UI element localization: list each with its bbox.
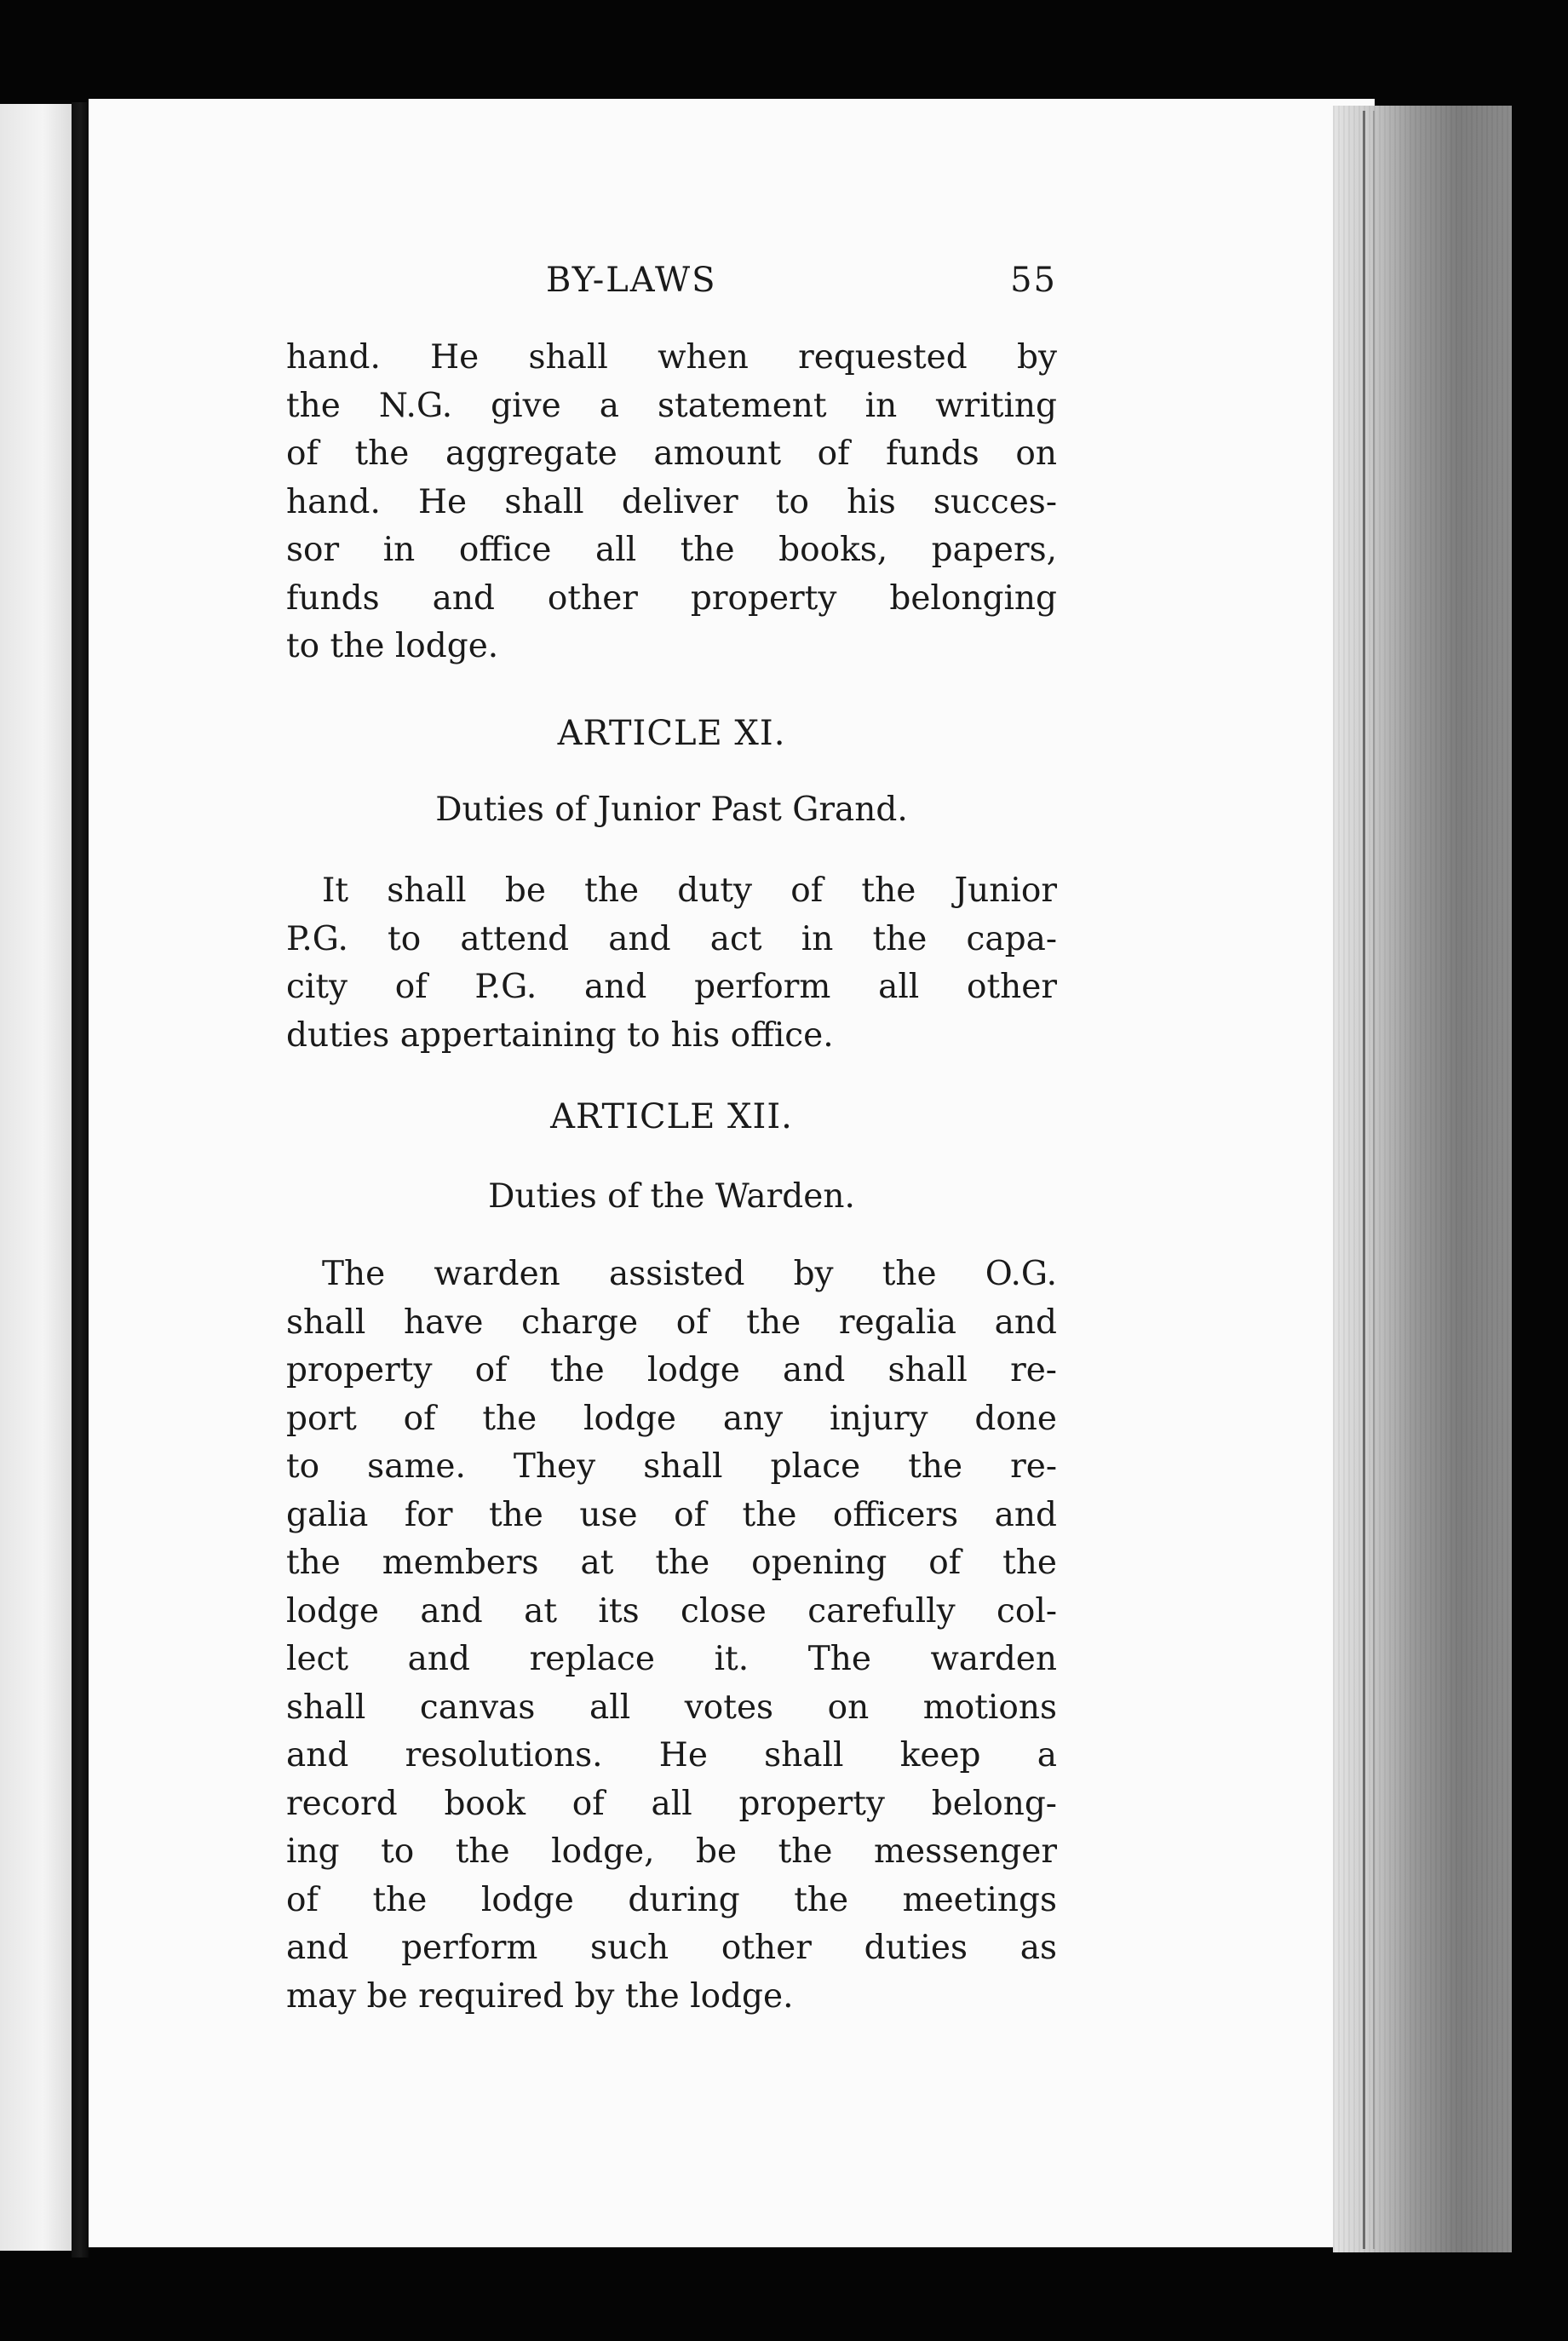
text-line: record book of all property belong- bbox=[286, 1784, 1057, 1823]
text-line: lect and replace it. The warden bbox=[286, 1640, 1057, 1678]
text-line: property of the lodge and shall re- bbox=[286, 1351, 1057, 1389]
article-subheading: Duties of the Warden. bbox=[488, 1177, 855, 1216]
text-line: and perform such other duties as bbox=[286, 1929, 1057, 1967]
text-line: shall canvas all votes on motions bbox=[286, 1688, 1057, 1727]
text-line: the members at the opening of the bbox=[286, 1544, 1057, 1582]
article-heading: ARTICLE XI. bbox=[557, 714, 786, 753]
text-line: of the lodge during the meetings bbox=[286, 1880, 1057, 1919]
page-edge-stack bbox=[1333, 106, 1512, 2252]
article-paragraph bbox=[286, 867, 1057, 1060]
running-head-title: BY-LAWS bbox=[546, 261, 717, 300]
text-line: and resolutions. He shall keep a bbox=[286, 1736, 1057, 1774]
text-line: to the lodge. bbox=[286, 627, 499, 665]
article-heading: ARTICLE XII. bbox=[550, 1097, 793, 1136]
page-edge-line bbox=[1363, 111, 1365, 2249]
text-line: The warden assisted by the O.G. bbox=[322, 1255, 1057, 1293]
text-line: of the aggregate amount of funds on bbox=[286, 434, 1057, 473]
previous-page-edge bbox=[0, 104, 72, 2251]
article-paragraph bbox=[286, 1251, 1057, 2021]
page-number: 55 bbox=[1010, 261, 1057, 300]
continued-paragraph bbox=[286, 334, 1057, 671]
text-line: lodge and at its close carefully col- bbox=[286, 1591, 1057, 1631]
text-line: city of P.G. and perform all other bbox=[286, 968, 1057, 1006]
text-line: shall have charge of the regalia and bbox=[286, 1303, 1057, 1342]
text-line: duties appertaining to his office. bbox=[286, 1015, 834, 1055]
text-line: galia for the use of the officers and bbox=[286, 1495, 1057, 1534]
text-line: ing to the lodge, be the messenger bbox=[286, 1832, 1057, 1871]
text-line: to same. They shall place the re- bbox=[286, 1447, 1057, 1486]
text-line: sor in office all the books, papers, bbox=[286, 531, 1057, 569]
text-line: the N.G. give a statement in writing bbox=[286, 386, 1057, 425]
text-line: It shall be the duty of the Junior bbox=[322, 871, 1057, 910]
article-subheading: Duties of Junior Past Grand. bbox=[435, 791, 908, 829]
running-head bbox=[286, 261, 1057, 312]
page-edge-line bbox=[1373, 111, 1375, 2249]
text-line: hand. He shall deliver to his succes- bbox=[286, 482, 1057, 521]
text-line: hand. He shall when requested by bbox=[286, 338, 1057, 377]
text-line: may be required by the lodge. bbox=[286, 1976, 794, 2016]
text-line: funds and other property belonging bbox=[286, 578, 1057, 618]
text-line: port of the lodge any injury done bbox=[286, 1399, 1057, 1438]
book-gutter bbox=[72, 102, 89, 2258]
text-line: P.G. to attend and act in the capa- bbox=[286, 919, 1057, 958]
